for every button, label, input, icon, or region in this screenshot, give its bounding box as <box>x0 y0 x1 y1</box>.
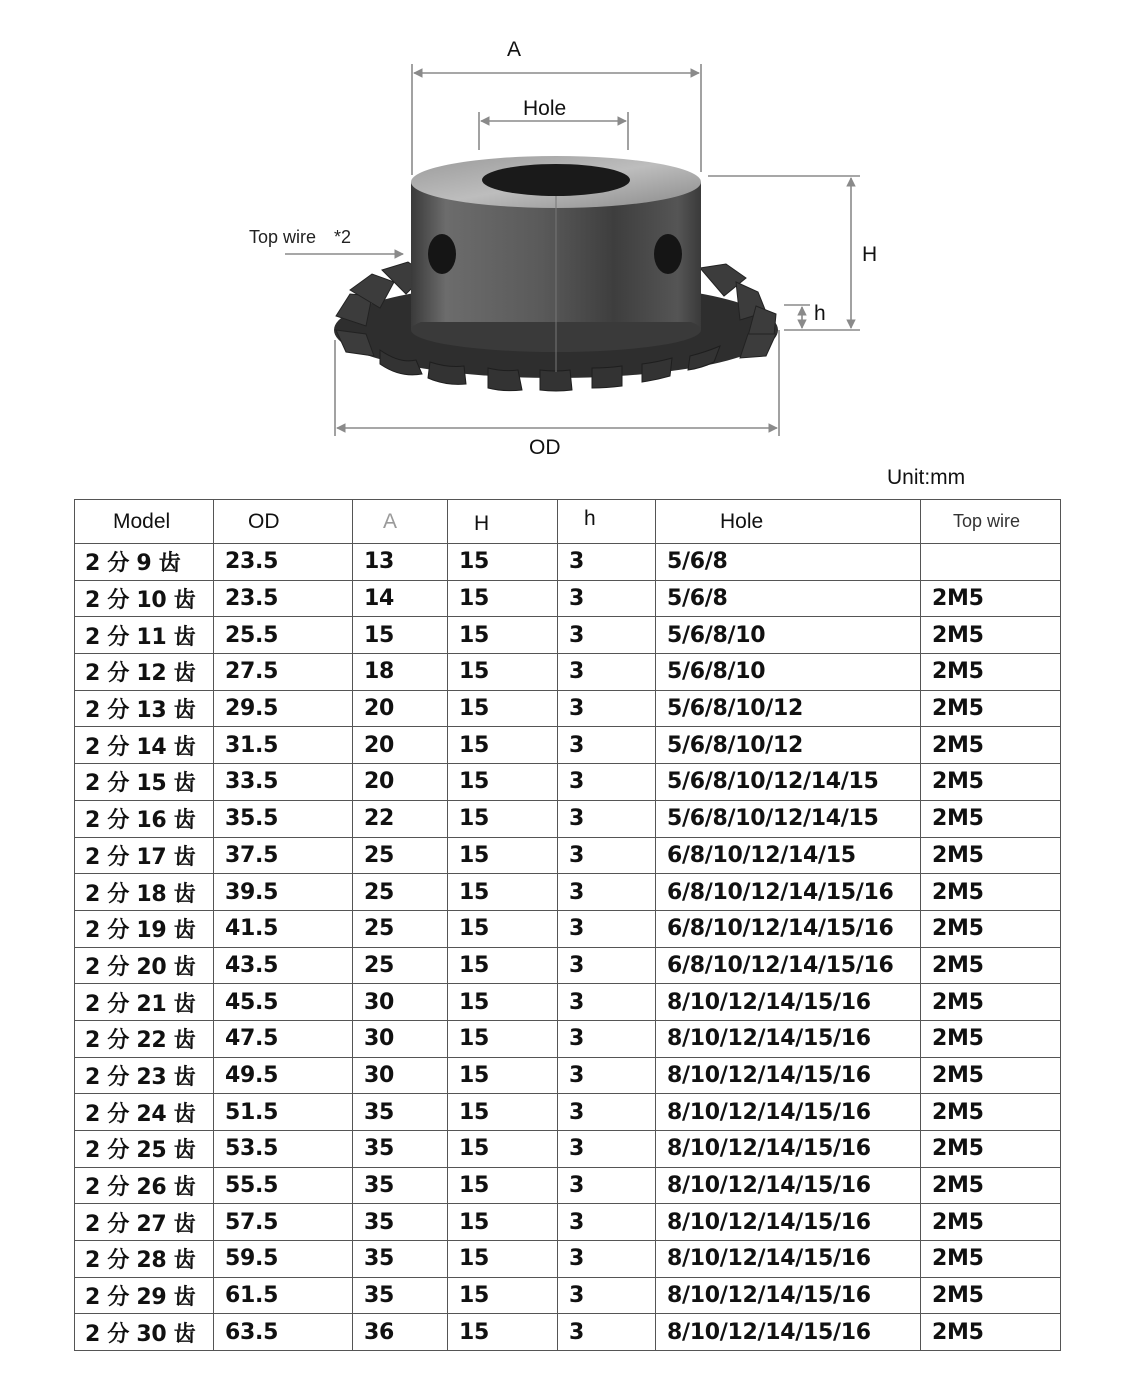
cell-hole: 5/6/8/10/12/14/15 <box>656 764 921 801</box>
cell-top-wire: 2M5 <box>921 617 1061 654</box>
cell-hole: 8/10/12/14/15/16 <box>656 1204 921 1241</box>
table-row <box>75 1241 1061 1278</box>
cell-hole: 5/6/8 <box>656 544 921 581</box>
cell-top-wire: 2M5 <box>921 947 1061 984</box>
cell-h: 3 <box>558 1314 656 1351</box>
cell-top-wire: 2M5 <box>921 1020 1061 1057</box>
cell-top-wire: 2M5 <box>921 1167 1061 1204</box>
cell-hole: 5/6/8/10 <box>656 617 921 654</box>
cell-H: 15 <box>448 837 558 874</box>
unit-label: Unit:mm <box>887 466 966 489</box>
cell-top-wire: 2M5 <box>921 580 1061 617</box>
table-row <box>75 690 1061 727</box>
cell-a: 13 <box>353 544 448 581</box>
cell-H: 15 <box>448 727 558 764</box>
cell-od: 55.5 <box>214 1167 353 1204</box>
set-screw-hole-left <box>428 234 456 274</box>
cell-a: 30 <box>353 984 448 1021</box>
cell-hole: 8/10/12/14/15/16 <box>656 1314 921 1351</box>
cell-top-wire: 2M5 <box>921 654 1061 691</box>
cell-H: 15 <box>448 947 558 984</box>
cell-H: 15 <box>448 1204 558 1241</box>
cell-h: 3 <box>558 1241 656 1278</box>
cell-hole: 5/6/8/10/12/14/15 <box>656 800 921 837</box>
cell-a: 25 <box>353 837 448 874</box>
cell-od: 39.5 <box>214 874 353 911</box>
cell-a: 36 <box>353 1314 448 1351</box>
cell-model: 2 分 22 齿 <box>75 1020 214 1057</box>
cell-od: 43.5 <box>214 947 353 984</box>
cell-hole: 5/6/8/10/12 <box>656 727 921 764</box>
cell-h: 3 <box>558 1094 656 1131</box>
cell-model: 2 分 20 齿 <box>75 947 214 984</box>
cell-hole: 8/10/12/14/15/16 <box>656 1131 921 1168</box>
cell-top-wire: 2M5 <box>921 690 1061 727</box>
table-row <box>75 654 1061 691</box>
cell-model: 2 分 30 齿 <box>75 1314 214 1351</box>
cell-hole: 8/10/12/14/15/16 <box>656 1277 921 1314</box>
cell-model: 2 分 18 齿 <box>75 874 214 911</box>
table-row <box>75 1167 1061 1204</box>
cell-hole: 8/10/12/14/15/16 <box>656 1057 921 1094</box>
header-h: h <box>558 500 656 544</box>
cell-od: 29.5 <box>214 690 353 727</box>
table-row <box>75 1094 1061 1131</box>
cell-top-wire: 2M5 <box>921 1314 1061 1351</box>
cell-H: 15 <box>448 690 558 727</box>
table-row <box>75 1204 1061 1241</box>
cell-od: 25.5 <box>214 617 353 654</box>
dim-label-top-wire-count: *2 <box>334 227 352 247</box>
cell-top-wire: 2M5 <box>921 764 1061 801</box>
header-top-wire: Top wire <box>921 500 1061 544</box>
cell-H: 15 <box>448 1277 558 1314</box>
cell-h: 3 <box>558 1057 656 1094</box>
cell-od: 57.5 <box>214 1204 353 1241</box>
cell-od: 61.5 <box>214 1277 353 1314</box>
cell-top-wire <box>921 544 1061 581</box>
cell-hole: 8/10/12/14/15/16 <box>656 984 921 1021</box>
sprocket-hub <box>411 156 701 372</box>
cell-od: 41.5 <box>214 910 353 947</box>
cell-model: 2 分 23 齿 <box>75 1057 214 1094</box>
header-od: OD <box>214 500 353 544</box>
cell-od: 63.5 <box>214 1314 353 1351</box>
cell-H: 15 <box>448 544 558 581</box>
cell-a: 22 <box>353 800 448 837</box>
table-row <box>75 1131 1061 1168</box>
cell-h: 3 <box>558 947 656 984</box>
cell-H: 15 <box>448 764 558 801</box>
cell-a: 18 <box>353 654 448 691</box>
cell-model: 2 分 28 齿 <box>75 1241 214 1278</box>
cell-H: 15 <box>448 1314 558 1351</box>
cell-H: 15 <box>448 654 558 691</box>
cell-a: 35 <box>353 1167 448 1204</box>
cell-top-wire: 2M5 <box>921 1277 1061 1314</box>
header-a: A <box>353 500 448 544</box>
table-row <box>75 1057 1061 1094</box>
cell-od: 35.5 <box>214 800 353 837</box>
cell-od: 37.5 <box>214 837 353 874</box>
cell-H: 15 <box>448 617 558 654</box>
cell-top-wire: 2M5 <box>921 1094 1061 1131</box>
cell-a: 35 <box>353 1131 448 1168</box>
cell-model: 2 分 16 齿 <box>75 800 214 837</box>
header-hole: Hole <box>656 500 921 544</box>
cell-hole: 6/8/10/12/14/15/16 <box>656 910 921 947</box>
cell-a: 20 <box>353 727 448 764</box>
cell-top-wire: 2M5 <box>921 1241 1061 1278</box>
table-row <box>75 727 1061 764</box>
table-row <box>75 617 1061 654</box>
cell-model: 2 分 12 齿 <box>75 654 214 691</box>
cell-hole: 6/8/10/12/14/15/16 <box>656 874 921 911</box>
table-row <box>75 1314 1061 1351</box>
cell-od: 33.5 <box>214 764 353 801</box>
cell-hole: 8/10/12/14/15/16 <box>656 1241 921 1278</box>
cell-top-wire: 2M5 <box>921 910 1061 947</box>
cell-model: 2 分 10 齿 <box>75 580 214 617</box>
cell-a: 20 <box>353 764 448 801</box>
cell-hole: 6/8/10/12/14/15 <box>656 837 921 874</box>
cell-model: 2 分 14 齿 <box>75 727 214 764</box>
cell-H: 15 <box>448 1020 558 1057</box>
cell-model: 2 分 29 齿 <box>75 1277 214 1314</box>
cell-top-wire: 2M5 <box>921 1204 1061 1241</box>
cell-a: 30 <box>353 1020 448 1057</box>
cell-h: 3 <box>558 764 656 801</box>
cell-hole: 8/10/12/14/15/16 <box>656 1020 921 1057</box>
sprocket-illustration <box>0 0 1134 470</box>
cell-od: 47.5 <box>214 1020 353 1057</box>
cell-top-wire: 2M5 <box>921 837 1061 874</box>
cell-a: 20 <box>353 690 448 727</box>
dim-label-od: OD <box>529 436 561 459</box>
cell-a: 14 <box>353 580 448 617</box>
cell-a: 35 <box>353 1094 448 1131</box>
cell-top-wire: 2M5 <box>921 727 1061 764</box>
cell-h: 3 <box>558 617 656 654</box>
cell-top-wire: 2M5 <box>921 1057 1061 1094</box>
cell-H: 15 <box>448 874 558 911</box>
sprocket-dimension-diagram <box>0 0 1134 470</box>
cell-a: 25 <box>353 874 448 911</box>
cell-a: 35 <box>353 1241 448 1278</box>
cell-h: 3 <box>558 1020 656 1057</box>
cell-top-wire: 2M5 <box>921 874 1061 911</box>
cell-model: 2 分 27 齿 <box>75 1204 214 1241</box>
table-row <box>75 764 1061 801</box>
cell-H: 15 <box>448 1131 558 1168</box>
cell-h: 3 <box>558 1277 656 1314</box>
cell-H: 15 <box>448 910 558 947</box>
table-row <box>75 984 1061 1021</box>
dim-label-H: H <box>862 243 878 266</box>
dim-label-h: h <box>814 302 826 325</box>
cell-H: 15 <box>448 984 558 1021</box>
cell-H: 15 <box>448 800 558 837</box>
cell-od: 23.5 <box>214 544 353 581</box>
cell-h: 3 <box>558 654 656 691</box>
cell-model: 2 分 25 齿 <box>75 1131 214 1168</box>
cell-h: 3 <box>558 727 656 764</box>
cell-model: 2 分 21 齿 <box>75 984 214 1021</box>
cell-a: 25 <box>353 947 448 984</box>
table-body <box>75 544 1061 1351</box>
cell-hole: 5/6/8 <box>656 580 921 617</box>
cell-model: 2 分 15 齿 <box>75 764 214 801</box>
header-H: H <box>448 500 558 544</box>
cell-hole: 8/10/12/14/15/16 <box>656 1094 921 1131</box>
cell-model: 2 分 24 齿 <box>75 1094 214 1131</box>
cell-h: 3 <box>558 910 656 947</box>
cell-od: 31.5 <box>214 727 353 764</box>
cell-h: 3 <box>558 1167 656 1204</box>
cell-a: 35 <box>353 1204 448 1241</box>
cell-od: 51.5 <box>214 1094 353 1131</box>
cell-od: 49.5 <box>214 1057 353 1094</box>
table-row <box>75 1277 1061 1314</box>
cell-a: 35 <box>353 1277 448 1314</box>
cell-H: 15 <box>448 1094 558 1131</box>
dim-label-a: A <box>507 38 522 61</box>
dim-label-hole: Hole <box>523 97 567 120</box>
cell-od: 23.5 <box>214 580 353 617</box>
cell-H: 15 <box>448 1241 558 1278</box>
cell-od: 53.5 <box>214 1131 353 1168</box>
table-row <box>75 580 1061 617</box>
cell-model: 2 分 13 齿 <box>75 690 214 727</box>
cell-hole: 8/10/12/14/15/16 <box>656 1167 921 1204</box>
cell-top-wire: 2M5 <box>921 1131 1061 1168</box>
table-row <box>75 910 1061 947</box>
cell-top-wire: 2M5 <box>921 800 1061 837</box>
cell-h: 3 <box>558 1204 656 1241</box>
cell-H: 15 <box>448 1167 558 1204</box>
table-row <box>75 800 1061 837</box>
table-row <box>75 947 1061 984</box>
cell-H: 15 <box>448 580 558 617</box>
cell-od: 27.5 <box>214 654 353 691</box>
table-header-row <box>75 500 1061 544</box>
header-model: Model <box>75 500 214 544</box>
cell-a: 15 <box>353 617 448 654</box>
table-row <box>75 1020 1061 1057</box>
set-screw-hole-right <box>654 234 682 274</box>
dim-label-top-wire: Top wire <box>249 227 317 247</box>
table-row <box>75 544 1061 581</box>
cell-h: 3 <box>558 837 656 874</box>
cell-h: 3 <box>558 580 656 617</box>
cell-model: 2 分 19 齿 <box>75 910 214 947</box>
table-row <box>75 837 1061 874</box>
cell-h: 3 <box>558 690 656 727</box>
cell-a: 30 <box>353 1057 448 1094</box>
spec-table <box>74 499 1061 1351</box>
cell-h: 3 <box>558 874 656 911</box>
cell-a: 25 <box>353 910 448 947</box>
cell-h: 3 <box>558 984 656 1021</box>
cell-h: 3 <box>558 1131 656 1168</box>
cell-model: 2 分 11 齿 <box>75 617 214 654</box>
cell-od: 45.5 <box>214 984 353 1021</box>
cell-model: 2 分 9 齿 <box>75 544 214 581</box>
cell-hole: 5/6/8/10 <box>656 654 921 691</box>
cell-od: 59.5 <box>214 1241 353 1278</box>
cell-h: 3 <box>558 544 656 581</box>
cell-H: 15 <box>448 1057 558 1094</box>
cell-hole: 6/8/10/12/14/15/16 <box>656 947 921 984</box>
cell-hole: 5/6/8/10/12 <box>656 690 921 727</box>
cell-model: 2 分 26 齿 <box>75 1167 214 1204</box>
table-row <box>75 874 1061 911</box>
cell-model: 2 分 17 齿 <box>75 837 214 874</box>
cell-h: 3 <box>558 800 656 837</box>
cell-top-wire: 2M5 <box>921 984 1061 1021</box>
